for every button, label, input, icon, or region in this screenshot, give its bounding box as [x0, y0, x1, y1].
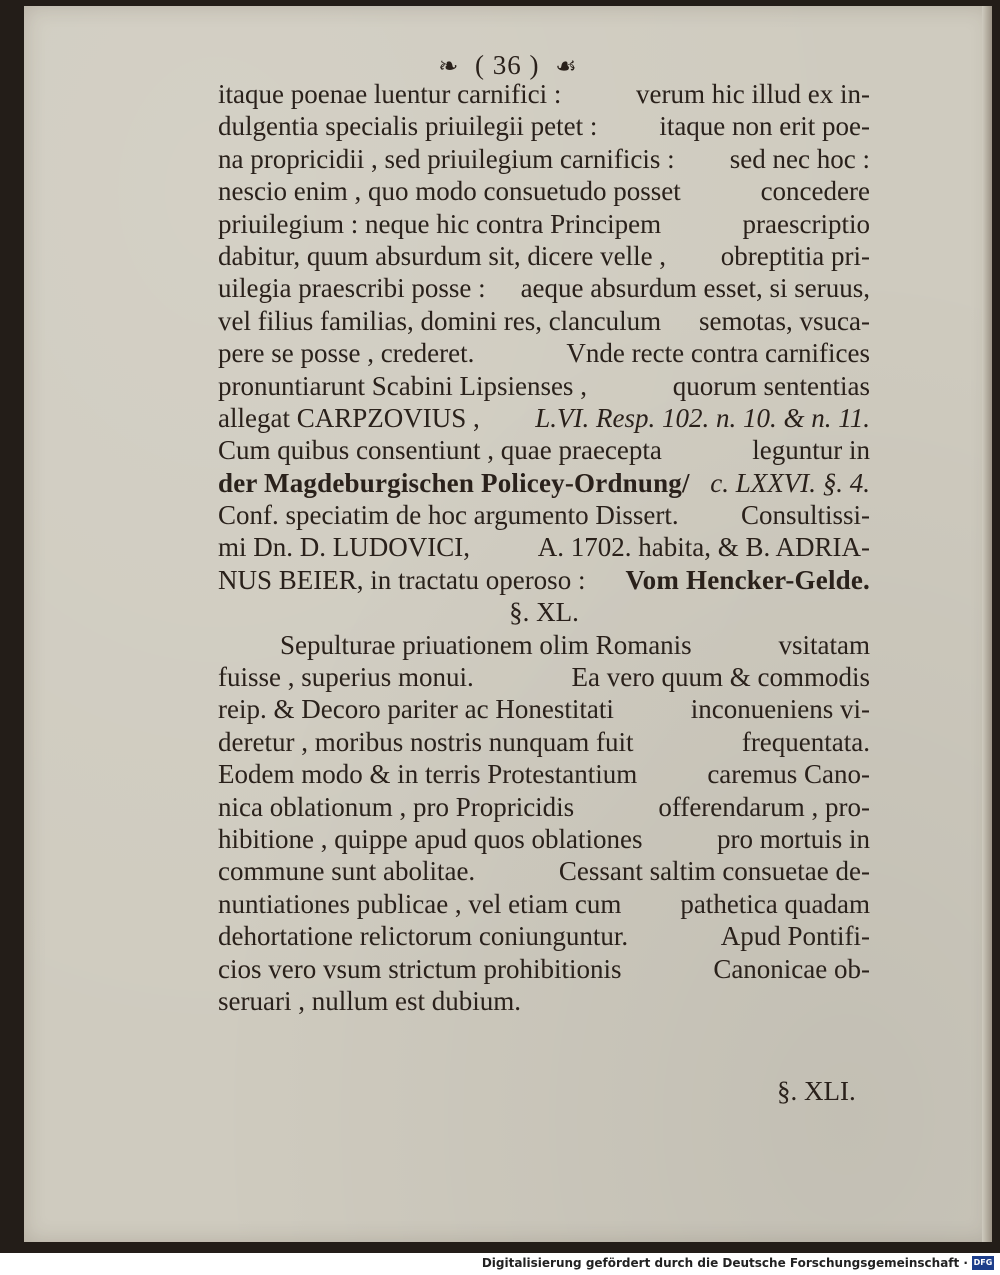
- text-line: dabitur, quum absurdum sit, dicere velle , obreptitia pri-: [218, 240, 870, 271]
- text-line: NUS BEIER, in tractatu operoso : Vom Hencker-Gelde.: [218, 564, 870, 595]
- text-line: Sepulturae priuationem olim Romanis vsitatam: [280, 629, 870, 660]
- text-line: commune sunt abolitae. Cessant saltim consuetae de-: [218, 856, 870, 887]
- text-line: dehortatione relictorum coniunguntur. Apud Pontifi-: [218, 921, 870, 952]
- citation: L.VI. Resp. 102. n. 10. & n. 11.: [535, 402, 870, 433]
- text-line: mi Dn. D. LUDOVICI, A. 1702. habita, & B. ADRIA-: [218, 532, 870, 563]
- page-number: ( 36 ): [475, 50, 540, 80]
- text-line: reip. & Decoro pariter ac Honestitati inconueniens vi-: [218, 694, 870, 725]
- text-line: dulgentia specialis priuilegii petet : itaque non erit poe-: [218, 111, 870, 142]
- text-line: seruari , nullum est dubium.: [218, 985, 521, 1016]
- section-heading: §. XL.: [509, 597, 579, 628]
- german-title: der Magdeburgischen Policey-Ordnung/: [218, 467, 690, 498]
- citation: c. LXXVI. §. 4.: [710, 467, 870, 498]
- text-line: uilegia praescribi posse : aeque absurdum esset, si seruus,: [218, 273, 870, 304]
- text-line: nuntiationes publicae , vel etiam cum pathetica quadam: [218, 888, 870, 919]
- text-line: cios vero vsum strictum prohibitionis Canonicae ob-: [218, 953, 870, 984]
- text-line: nescio enim , quo modo consuetudo posset concedere: [218, 176, 870, 207]
- text-line: Eodem modo & in terris Protestantium caremus Cano-: [218, 759, 870, 790]
- text-line: fuisse , superius monui. Ea vero quum & commodis: [218, 662, 870, 693]
- body-text: [218, 78, 870, 1017]
- text-line: pronuntiarunt Scabini Lipsienses , quorum sententias: [218, 370, 870, 401]
- german-title: Vom Hencker-Gelde.: [625, 564, 870, 595]
- text-line: allegat CARPZOVIUS , L.VI. Resp. 102. n. 10. & n. 11.: [218, 402, 870, 433]
- funding-credit: Digitalisierung gefördert durch die Deutsche Forschungsgemeinschaft ·: [481, 1256, 968, 1270]
- dfg-logo: DFG: [972, 1256, 994, 1270]
- text-line: pere se posse , crederet. Vnde recte contra carnifices: [218, 338, 870, 369]
- text-line: [218, 467, 870, 499]
- text-line: priuilegium : neque hic contra Principem praescriptio: [218, 208, 870, 239]
- running-head: [24, 50, 992, 81]
- right-ornament-icon: ☙: [555, 54, 578, 80]
- text-line: Conf. speciatim de hoc argumento Dissert. Consultissi-: [218, 500, 870, 531]
- text-line: itaque poenae luentur carnifici : verum hic illud ex in-: [218, 79, 870, 109]
- text-line: deretur , moribus nostris nunquam fuit frequentata.: [218, 726, 870, 757]
- text-line: vel filius familias, domini res, clanculum semotas, vsuca-: [218, 305, 870, 336]
- text-line: na propricidii , sed priuilegium carnificis : sed nec hoc :: [218, 143, 870, 174]
- footer: [0, 1253, 1000, 1275]
- text-line: hibitione , quippe apud quos oblationes pro mortuis in: [218, 823, 870, 854]
- page-edge: [982, 6, 992, 1242]
- text-line: nica oblationum , pro Propricidis offerendarum , pro-: [218, 791, 870, 822]
- left-ornament-icon: ❧: [438, 54, 460, 80]
- text-line: Cum quibus consentiunt , quae praecepta leguntur in: [218, 435, 870, 466]
- catchword: §. XLI.: [777, 1076, 856, 1106]
- book-page: [24, 6, 992, 1242]
